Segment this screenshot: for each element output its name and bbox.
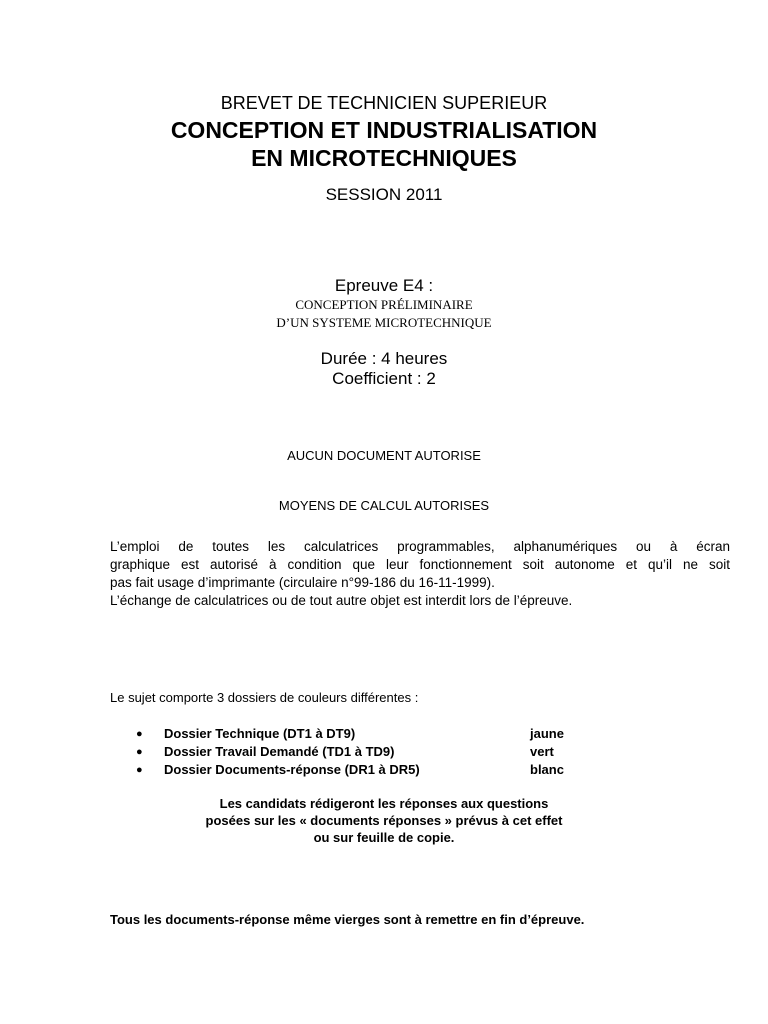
instruction-line: Les candidats rédigeront les réponses aux questions xyxy=(219,796,549,811)
exam-duration: Durée : 4 heures xyxy=(320,349,448,368)
dossier-color: blanc xyxy=(530,762,564,777)
instruction-line: posées sur les « documents réponses » prévus à cet effet xyxy=(205,813,563,828)
calculator-rules-paragraph xyxy=(110,538,730,610)
dossier-color: jaune xyxy=(530,726,564,741)
exam-coefficient: Coefficient : 2 xyxy=(332,369,436,388)
paragraph-line: graphique est autorisé à condition que leur fonctionnement soit autonome et qu’il ne soit xyxy=(110,557,730,572)
list-item xyxy=(136,725,616,743)
paragraph-line: pas fait usage d’imprimante (circulaire n°99-186 du 16-11-1999). xyxy=(110,575,495,590)
return-documents-notice: Tous les documents-réponse même vierges sont à remettre en fin d’épreuve. xyxy=(110,912,585,927)
instruction-line: ou sur feuille de copie. xyxy=(313,830,455,845)
dossier-name: Dossier Documents-réponse (DR1 à DR5) xyxy=(164,762,420,777)
exam-title: Epreuve E4 : xyxy=(334,276,434,295)
no-document-notice: AUCUN DOCUMENT AUTORISE xyxy=(287,448,481,463)
bullet-icon: ● xyxy=(136,728,143,740)
candidates-instructions xyxy=(0,795,768,846)
bullet-icon: ● xyxy=(136,764,143,776)
dossier-color: vert xyxy=(530,744,554,759)
exam-subtitle-line1: CONCEPTION PRÉLIMINAIRE xyxy=(295,297,473,312)
dossier-list xyxy=(136,725,616,779)
dossier-name: Dossier Travail Demandé (TD1 à TD9) xyxy=(164,744,395,759)
list-item xyxy=(136,761,616,779)
specialty-title-line1: CONCEPTION ET INDUSTRIALISATION xyxy=(170,117,598,143)
paragraph-line: L’emploi de toutes les calculatrices programmables, alphanumériques ou à écran xyxy=(110,539,730,554)
paragraph-line: L’échange de calculatrices ou de tout autre objet est interdit lors de l’épreuve. xyxy=(110,593,573,608)
dossiers-intro: Le sujet comporte 3 dossiers de couleurs différentes : xyxy=(110,690,419,705)
dossier-name: Dossier Technique (DT1 à DT9) xyxy=(164,726,356,741)
calculator-rules-title: MOYENS DE CALCUL AUTORISES xyxy=(278,498,490,513)
specialty-title-line2: EN MICROTECHNIQUES xyxy=(251,145,517,171)
diploma-title: BREVET DE TECHNICIEN SUPERIEUR xyxy=(220,93,548,113)
bullet-icon: ● xyxy=(136,746,143,758)
session-label: SESSION 2011 xyxy=(325,185,443,204)
list-item xyxy=(136,743,616,761)
exam-subtitle-line2: D’UN SYSTEME MICROTECHNIQUE xyxy=(276,315,492,330)
